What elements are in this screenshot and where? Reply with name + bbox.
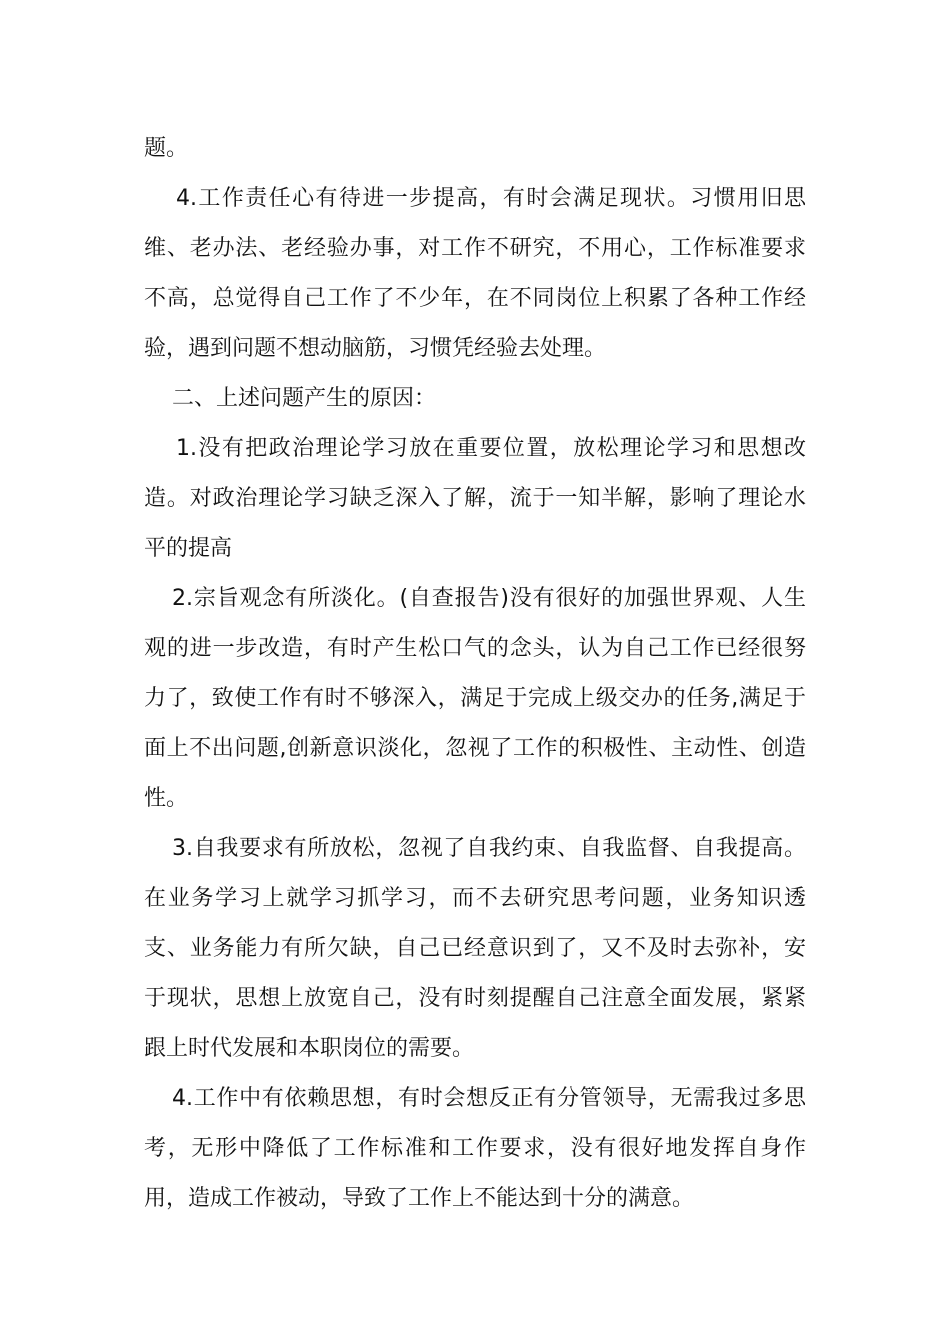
line-16: 在业务学习上就学习抓学习，而不去研究思考问题，业务知识透 [144,886,806,911]
line-18: 于现状，思想上放宽自己，没有时刻提醒自己注意全面发展，紧紧 [144,986,806,1011]
line-13: 面上不出问题,创新意识淡化，忽视了工作的积极性、主动性、创造 [144,736,806,761]
section-heading: 二、上述问题产生的原因： [172,386,437,411]
line-21: 考，无形中降低了工作标准和工作要求，没有很好地发挥自身作 [144,1136,806,1161]
line-15: 3.自我要求有所放松，忽视了自我约束、自我监督、自我提高。 [172,836,806,861]
line-20: 4.工作中有依赖思想，有时会想反正有分管领导，无需我过多思 [172,1086,806,1111]
line-8: 造。对政治理论学习缺乏深入了解，流于一知半解，影响了理论水 [144,486,806,511]
line-19: 跟上时代发展和本职岗位的需要。 [144,1036,475,1061]
line-11: 观的进一步改造，有时产生松口气的念头，认为自己工作已经很努 [144,636,806,661]
line-17: 支、业务能力有所欠缺，自己已经意识到了，又不及时去弥补，安 [144,936,806,961]
line-12: 力了，致使工作有时不够深入，满足于完成上级交办的任务,满足于 [144,686,806,711]
line-10: 2.宗旨观念有所淡化。(自查报告)没有很好的加强世界观、人生 [172,586,806,611]
line-5: 验，遇到问题不想动脑筋，习惯凭经验去处理。 [144,336,607,361]
line-2: 4.工作责任心有待进一步提高，有时会满足现状。习惯用旧思 [176,186,806,211]
document-body [144,124,806,1224]
line-1: 题。 [144,136,189,161]
line-14: 性。 [144,786,189,811]
line-7: 1.没有把政治理论学习放在重要位置，放松理论学习和思想改 [176,436,806,461]
line-4: 不高，总觉得自己工作了不少年，在不同岗位上积累了各种工作经 [144,286,806,311]
line-3: 维、老办法、老经验办事，对工作不研究，不用心，工作标准要求 [144,236,806,261]
line-22: 用，造成工作被动，导致了工作上不能达到十分的满意。 [144,1186,695,1211]
line-9: 平的提高 [144,536,233,561]
